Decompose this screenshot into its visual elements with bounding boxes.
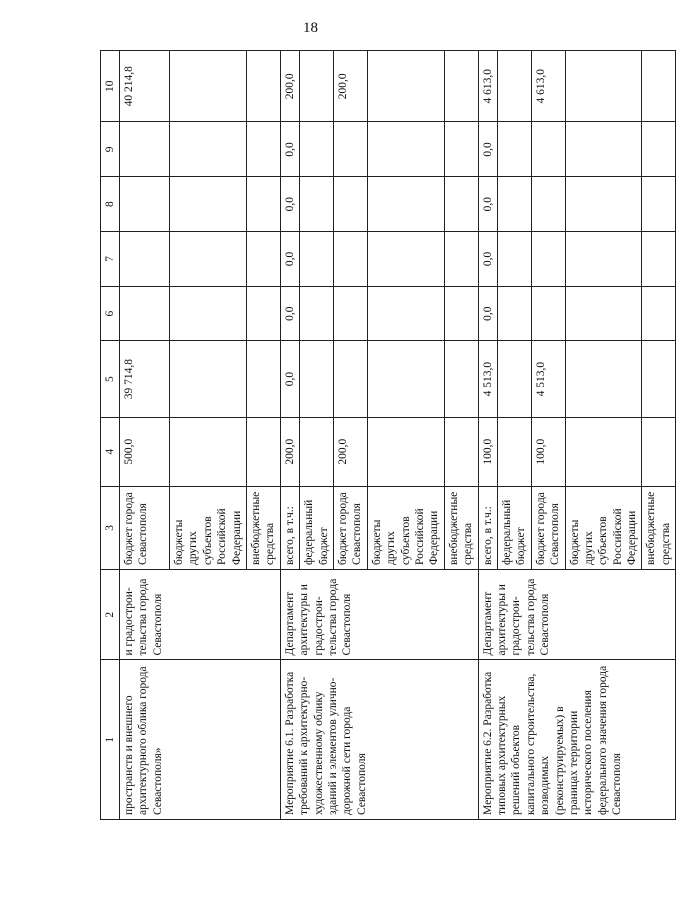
value-cell (565, 177, 642, 232)
value-cell (334, 122, 368, 177)
value-cell (246, 341, 280, 417)
value-cell: 0,0 (280, 177, 299, 232)
value-cell (565, 286, 642, 341)
value-cell (170, 417, 247, 486)
col-header-5: 5 (101, 341, 120, 417)
value-cell (498, 51, 532, 123)
value-cell: 39 714,8 (120, 341, 170, 417)
value-cell: 200,0 (280, 417, 299, 486)
col-header-1: 1 (101, 660, 120, 820)
value-cell (642, 286, 676, 341)
funding-source: федеральный бюджет (498, 486, 532, 569)
value-cell (498, 177, 532, 232)
value-cell (565, 341, 642, 417)
value-cell (444, 177, 478, 232)
col-header-8: 8 (101, 177, 120, 232)
value-cell: 100,0 (478, 417, 497, 486)
value-cell (170, 122, 247, 177)
value-cell (565, 51, 642, 123)
value-cell (334, 341, 368, 417)
col-header-2: 2 (101, 570, 120, 660)
value-cell (444, 51, 478, 123)
value-cell: 100,0 (531, 417, 565, 486)
value-cell (170, 177, 247, 232)
value-cell: 0,0 (478, 122, 497, 177)
value-cell: 0,0 (478, 286, 497, 341)
col-header-7: 7 (101, 232, 120, 287)
value-cell: 200,0 (334, 51, 368, 123)
table-row (280, 51, 299, 820)
value-cell (300, 417, 334, 486)
value-cell: 0,0 (280, 341, 299, 417)
column-number-row (101, 51, 120, 820)
value-cell (531, 286, 565, 341)
funding-source: бюджеты других субъектов Российской Федерации (170, 486, 247, 569)
col-header-9: 9 (101, 122, 120, 177)
value-cell (498, 232, 532, 287)
budget-table (100, 50, 676, 820)
value-cell (498, 122, 532, 177)
value-cell (367, 51, 444, 123)
value-cell (531, 232, 565, 287)
value-cell (498, 417, 532, 486)
value-cell (300, 232, 334, 287)
funding-source: бюджет города Севастополя (334, 486, 368, 569)
value-cell (444, 232, 478, 287)
value-cell (367, 177, 444, 232)
measure-6-1-description: Мероприятие 6.1. Разработка требований к архитектурно-художественному облику зданий и элементов улично-дорожной сети города Севастополя (280, 660, 478, 820)
value-cell (334, 177, 368, 232)
funding-source: всего, в т.ч.: (280, 486, 299, 569)
col-header-10: 10 (101, 51, 120, 123)
value-cell (300, 177, 334, 232)
value-cell (300, 122, 334, 177)
page-number: 18 (303, 20, 318, 36)
value-cell (170, 232, 247, 287)
executor: Департамент архитектуры и градострои-тельства города Севастополя (280, 570, 478, 660)
table-row (120, 51, 170, 820)
value-cell: 4 613,0 (531, 51, 565, 123)
value-cell (120, 177, 170, 232)
col-header-3: 3 (101, 486, 120, 569)
value-cell (120, 232, 170, 287)
col-header-6: 6 (101, 286, 120, 341)
value-cell: 4 513,0 (531, 341, 565, 417)
executor: Департамент архитектуры и градострои-тельства города Севастополя (478, 570, 676, 660)
value-cell (246, 177, 280, 232)
value-cell (120, 122, 170, 177)
value-cell (642, 417, 676, 486)
value-cell (300, 51, 334, 123)
value-cell (565, 122, 642, 177)
value-cell: 0,0 (478, 232, 497, 287)
value-cell (531, 177, 565, 232)
value-cell (498, 341, 532, 417)
value-cell (120, 286, 170, 341)
value-cell: 0,0 (280, 286, 299, 341)
value-cell (565, 417, 642, 486)
funding-source: внебюджетные средства (444, 486, 478, 569)
value-cell (170, 286, 247, 341)
value-cell (444, 122, 478, 177)
funding-source: всего, в т.ч.: (478, 486, 497, 569)
value-cell (367, 341, 444, 417)
value-cell (334, 232, 368, 287)
funding-source: федеральный бюджет (300, 486, 334, 569)
value-cell (300, 286, 334, 341)
value-cell (642, 177, 676, 232)
value-cell (444, 341, 478, 417)
value-cell: 40 214,8 (120, 51, 170, 123)
value-cell (246, 122, 280, 177)
value-cell (367, 232, 444, 287)
funding-source: внебюджетные средства (246, 486, 280, 569)
value-cell: 4 613,0 (478, 51, 497, 123)
value-cell: 0,0 (280, 232, 299, 287)
value-cell: 200,0 (334, 417, 368, 486)
funding-source: бюджет города Севастополя (531, 486, 565, 569)
value-cell (565, 232, 642, 287)
value-cell (531, 122, 565, 177)
value-cell (367, 286, 444, 341)
program-description: пространств и внешнего архитектурного облика города Севастополя» (120, 660, 281, 820)
table-row (478, 51, 497, 820)
measure-6-2-description: Мероприятие 6.2. Разработка типовых архитектурных решений объектов капитального строительства, возводимых (реконструируемых) в границах территории исторического поселения федерального значения города Севастополя (478, 660, 676, 820)
value-cell (334, 286, 368, 341)
value-cell (444, 286, 478, 341)
value-cell: 0,0 (280, 122, 299, 177)
value-cell (642, 51, 676, 123)
value-cell (642, 122, 676, 177)
value-cell (246, 232, 280, 287)
value-cell: 500,0 (120, 417, 170, 486)
value-cell (246, 417, 280, 486)
value-cell (642, 341, 676, 417)
value-cell (246, 51, 280, 123)
value-cell (642, 232, 676, 287)
value-cell (246, 286, 280, 341)
value-cell (367, 417, 444, 486)
funding-source: внебюджетные средства (642, 486, 676, 569)
value-cell (367, 122, 444, 177)
col-header-4: 4 (101, 417, 120, 486)
value-cell: 0,0 (478, 177, 497, 232)
rotated-table-container (100, 50, 672, 820)
funding-source: бюджеты других субъектов Российской Федерации (367, 486, 444, 569)
value-cell (170, 341, 247, 417)
value-cell (300, 341, 334, 417)
value-cell (444, 417, 478, 486)
value-cell: 4 513,0 (478, 341, 497, 417)
funding-source: бюджеты других субъектов Российской Федерации (565, 486, 642, 569)
funding-source: бюджет города Севастополя (120, 486, 170, 569)
executor: и градострои-тельства города Севастополя (120, 570, 281, 660)
value-cell (498, 286, 532, 341)
value-cell: 200,0 (280, 51, 299, 123)
value-cell (170, 51, 247, 123)
